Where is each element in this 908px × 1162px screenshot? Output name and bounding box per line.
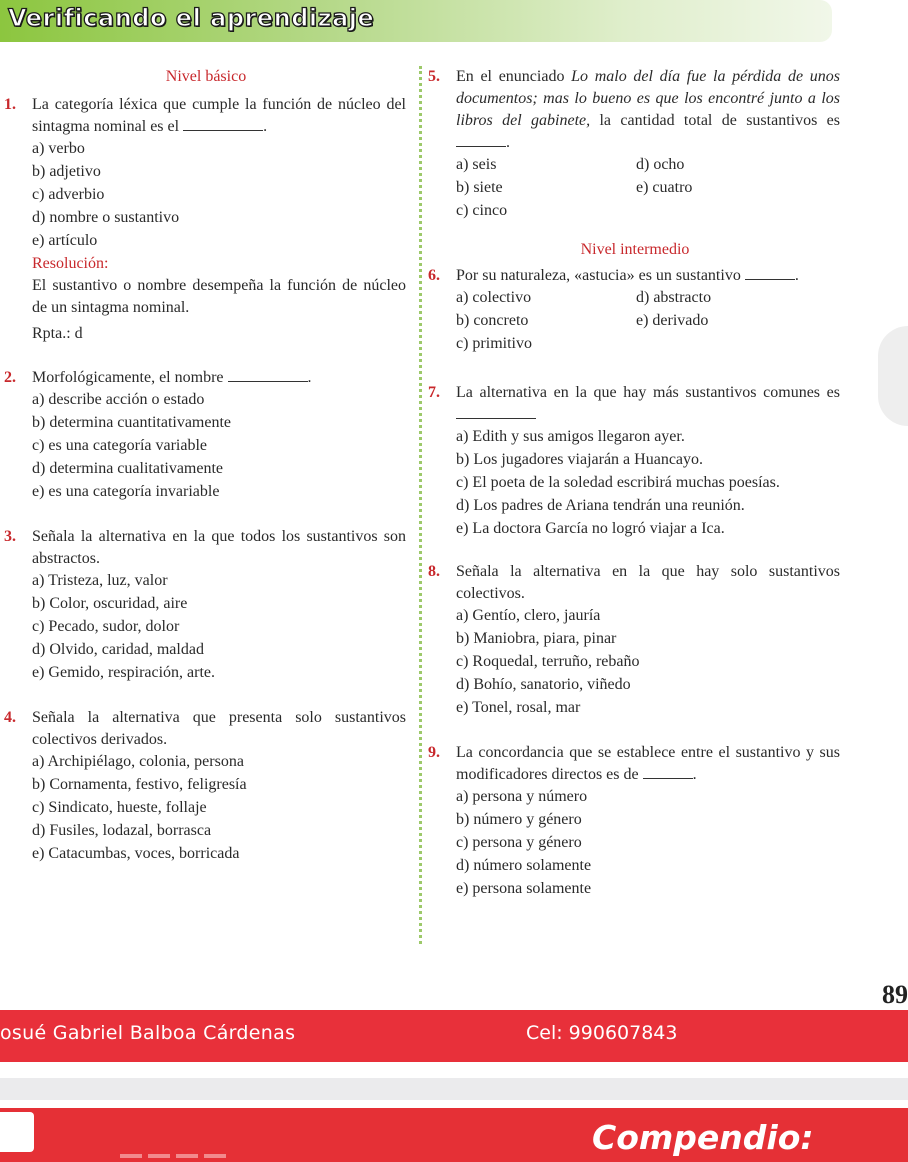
question-8	[430, 561, 840, 720]
level-basic-heading: Nivel básico	[165, 68, 247, 85]
decorative-dashes	[120, 1154, 226, 1158]
option-a: a) Tristeza, luz, valor	[32, 572, 168, 589]
question-text	[430, 742, 840, 786]
option-a: a) Edith y sus amigos llegaron ayer.	[456, 428, 685, 445]
option-e: e) Gemido, respiración, arte.	[32, 664, 216, 681]
option-b: b) siete	[456, 179, 503, 196]
question-text-part: Morfológicamente, el nombre	[32, 369, 224, 386]
question-number: 1.	[4, 96, 16, 113]
option-d: d) Los padres de Ariana tendrán una reunión.	[456, 497, 745, 514]
question-number: 7.	[428, 384, 440, 401]
question-number: 6.	[428, 267, 440, 284]
question-5	[430, 66, 840, 223]
option-row	[430, 333, 840, 356]
question-text	[430, 66, 840, 154]
question-text: Señala la alternativa en la que todos los sustantivos son abstractos.	[32, 528, 406, 567]
question-text	[6, 94, 406, 138]
option-row	[430, 177, 840, 200]
banner-tab	[0, 1112, 34, 1152]
question-number: 9.	[428, 744, 440, 761]
answer-blank	[643, 765, 693, 779]
option-b: b) determina cuantitativamente	[32, 414, 232, 431]
option-d: d) Olvido, caridad, maldad	[32, 641, 204, 658]
question-9	[430, 742, 840, 901]
option-c: c) cinco	[456, 202, 508, 219]
option-row	[430, 287, 840, 310]
option-e: e) La doctora García no logró viajar a Ica.	[456, 520, 725, 537]
option-a: a) persona y número	[456, 788, 588, 805]
option-a: a) colectivo	[456, 289, 532, 306]
question-text-end: .	[307, 369, 312, 386]
option-c: c) persona y género	[456, 834, 582, 851]
question-number: 8.	[428, 563, 440, 580]
question-number: 3.	[4, 528, 16, 545]
question-text-end: .	[506, 134, 510, 151]
option-c: c) El poeta de la soledad escribirá muchas poesías.	[456, 474, 780, 491]
option-d: d) número solamente	[456, 857, 592, 874]
option-e: e) derivado	[636, 312, 709, 329]
option-e: e) persona solamente	[456, 880, 592, 897]
option-b: b) Color, oscuridad, aire	[32, 595, 188, 612]
page-gap	[0, 1078, 908, 1100]
option-e: e) Tonel, rosal, mar	[456, 699, 581, 716]
option-c: c) Roquedal, terruño, rebaño	[456, 653, 640, 670]
resolution-text: El sustantivo o nombre desempeña la función de núcleo de un sintagma nominal.	[32, 277, 406, 316]
question-text-end: .	[263, 118, 268, 135]
resolution-label: Resolución:	[32, 255, 109, 272]
option-b: b) Maniobra, piara, pinar	[456, 630, 617, 647]
option-c: c) primitivo	[456, 335, 532, 352]
question-text	[6, 367, 406, 389]
right-column	[430, 66, 840, 901]
footer-banner	[0, 1010, 908, 1062]
question-number: 2.	[4, 369, 16, 386]
option-e: e) Catacumbas, voces, borricada	[32, 845, 240, 862]
option-b: b) concreto	[456, 312, 529, 329]
option-d: d) abstracto	[636, 289, 712, 306]
option-b: b) Los jugadores viajarán a Huancayo.	[456, 451, 704, 468]
option-e: e) es una categoría invariable	[32, 483, 220, 500]
question-2	[6, 367, 406, 504]
question-text-part: la cantidad total de sustantivos es	[599, 112, 840, 129]
option-e: e) cuatro	[636, 179, 693, 196]
question-text: Señala la alternativa en la que hay solo sustantivos colectivos.	[456, 563, 840, 602]
option-e: e) artículo	[32, 232, 98, 249]
question-number: 4.	[4, 709, 16, 726]
author-name: osué Gabriel Balboa Cárdenas	[0, 1022, 296, 1044]
answer-blank	[183, 117, 263, 131]
question-text-end: .	[692, 766, 697, 783]
level-intermediate-heading: Nivel intermedio	[580, 241, 690, 258]
option-d: d) determina cualitativamente	[32, 460, 224, 477]
question-6	[430, 265, 840, 356]
side-decoration	[878, 326, 908, 426]
question-4	[6, 707, 406, 866]
page-number: 89	[882, 980, 908, 1009]
option-d: d) nombre o sustantivo	[32, 209, 180, 226]
option-row	[430, 200, 840, 223]
option-c: c) adverbio	[32, 186, 105, 203]
option-b: b) número y género	[456, 811, 582, 828]
option-a: a) describe acción o estado	[32, 391, 205, 408]
question-text-part: La alternativa en la que hay más sustantivos comunes es	[456, 384, 840, 401]
question-text-end: .	[794, 267, 799, 284]
header-banner	[0, 0, 832, 42]
option-row	[430, 310, 840, 333]
option-row	[430, 154, 840, 177]
question-text-part: La categoría léxica que cumple la función de núcleo del sintagma nominal es el	[32, 96, 406, 135]
option-a: a) seis	[456, 156, 497, 173]
option-b: b) adjetivo	[32, 163, 101, 180]
option-d: d) Bohío, sanatorio, viñedo	[456, 676, 631, 693]
option-d: d) Fusiles, lodazal, borrasca	[32, 822, 212, 839]
question-text-part: En el enunciado	[456, 68, 565, 85]
option-c: c) Pecado, sudor, dolor	[32, 618, 180, 635]
compendio-title: Compendio:	[592, 1118, 814, 1157]
column-divider	[419, 66, 422, 944]
option-c: c) Sindicato, hueste, follaje	[32, 799, 207, 816]
question-3	[6, 526, 406, 685]
question-quote: Lo malo del día fue la pérdida de unos documentos; mas lo bueno es que los encontré junto a los libros del gabinete,	[456, 68, 841, 129]
option-a: a) Archipiélago, colonia, persona	[32, 753, 244, 770]
option-a: a) verbo	[32, 140, 85, 157]
section-title: Verificando el aprendizaje	[8, 4, 375, 32]
question-text	[430, 265, 840, 287]
question-text-part: Por su naturaleza, «astucia» es un sustantivo	[456, 267, 741, 284]
question-text: Señala la alternativa que presenta solo sustantivos colectivos derivados.	[32, 709, 406, 748]
question-text	[430, 382, 840, 426]
option-b: b) Cornamenta, festivo, feligresía	[32, 776, 247, 793]
phone-number: Cel: 990607843	[526, 1022, 678, 1044]
answer-blank	[228, 368, 308, 382]
answer-blank	[456, 405, 536, 419]
question-7	[430, 382, 840, 541]
question-number: 5.	[428, 68, 440, 85]
option-d: d) ocho	[636, 156, 685, 173]
resolution-answer: Rpta.: d	[32, 325, 83, 342]
answer-blank	[745, 266, 795, 280]
question-text-part: La concordancia que se establece entre el sustantivo y sus modificadores directos es de	[456, 744, 840, 783]
answer-blank	[456, 133, 506, 147]
question-1	[6, 94, 406, 345]
option-a: a) Gentío, clero, jauría	[456, 607, 601, 624]
option-c: c) es una categoría variable	[32, 437, 208, 454]
left-column	[6, 66, 406, 866]
